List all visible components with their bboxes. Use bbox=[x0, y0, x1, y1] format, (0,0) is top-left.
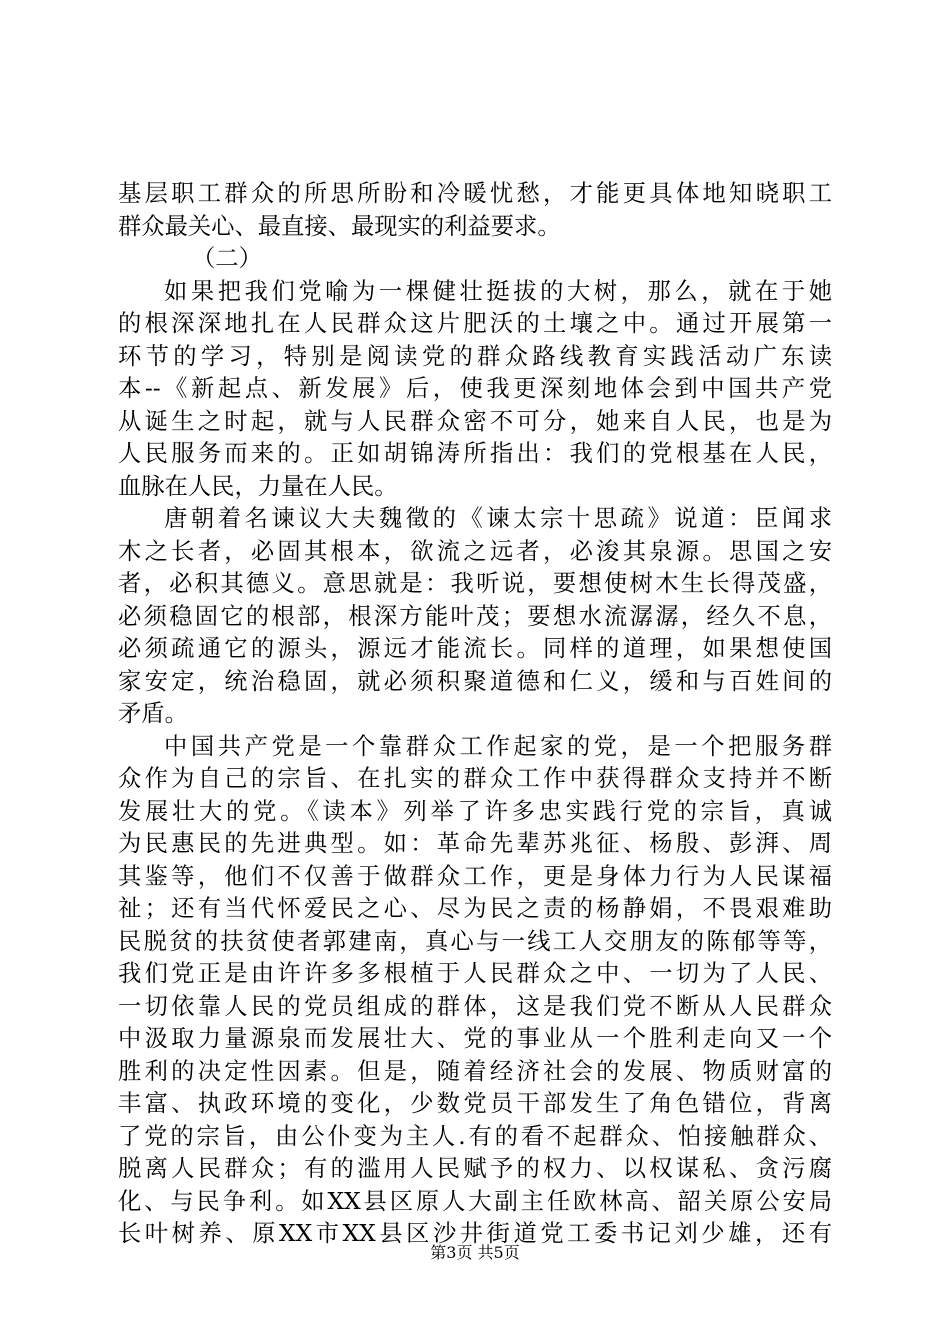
text-line: 中汲取力量源泉而发展壮大、党的事业从一个胜利走向又一个 bbox=[118, 1025, 832, 1052]
text-line: 胜利的决定性因素。但是，随着经济社会的发展、物质财富的 bbox=[118, 1057, 832, 1085]
text-line: 本--《新起点、新发展》后，使我更深刻地体会到中国共产党 bbox=[118, 375, 832, 402]
text-line: 化、与民争利。如XX县区原人大副主任欧林高、韶关原公安局 bbox=[118, 1187, 832, 1215]
text-line: 一切依靠人民的党员组成的群体，这是我们党不断从人民群众 bbox=[118, 992, 832, 1020]
text-line: 中国共产党是一个靠群众工作起家的党，是一个把服务群 bbox=[164, 732, 832, 760]
text-line: 为民惠民的先进典型。如：革命先辈苏兆征、杨殷、彭湃、周 bbox=[118, 830, 832, 857]
text-line: 木之长者，必固其根本，欲流之远者，必浚其泉源。思国之安 bbox=[118, 537, 832, 565]
document-body bbox=[118, 178, 832, 1251]
text-line: 脱离人民群众；有的滥用人民赋予的权力、以权谋私、贪污腐 bbox=[118, 1155, 832, 1182]
text-line: 祉；还有当代怀爱民之心、尽为民之责的杨静娟，不畏艰难助 bbox=[118, 895, 832, 922]
text-line: 群众最关心、最直接、最现实的利益要求。 bbox=[118, 212, 561, 240]
page-footer bbox=[0, 1243, 950, 1263]
text-line: 从诞生之时起，就与人民群众密不可分，她来自人民，也是为 bbox=[118, 407, 832, 435]
text-line: 血脉在人民，力量在人民。 bbox=[118, 472, 398, 500]
text-line: 必须稳固它的根部，根深方能叶茂；要想水流潺潺，经久不息， bbox=[118, 602, 832, 630]
text-line: 必须疏通它的源头，源远才能流长。同样的道理，如果想使国 bbox=[118, 635, 832, 662]
paragraph-continuation bbox=[118, 178, 832, 243]
text-line: 唐朝着名谏议大夫魏徵的《谏太宗十思疏》说道：臣闻求 bbox=[164, 505, 832, 532]
text-line: 家安定，统治稳固，就必须积聚道德和仁义，缓和与百姓间的 bbox=[118, 667, 832, 695]
section-heading bbox=[118, 243, 832, 276]
text-line: 人民服务而来的。正如胡锦涛所指出：我们的党根基在人民， bbox=[118, 440, 832, 467]
text-line: 的根深深地扎在人民群众这片肥沃的土壤之中。通过开展第一 bbox=[118, 310, 832, 337]
text-line: 我们党正是由许许多多根植于人民群众之中、一切为了人民、 bbox=[118, 960, 832, 987]
text-line: 环节的学习，特别是阅读党的群众路线教育实践活动广东读 bbox=[118, 342, 832, 370]
text-line: 长叶树养、原XX市XX县区沙井街道党工委书记刘少雄，还有 bbox=[118, 1220, 832, 1247]
paragraph bbox=[118, 276, 832, 504]
text-line: 众作为自己的宗旨、在扎实的群众工作中获得群众支持并不断 bbox=[118, 765, 832, 792]
text-line: 如果把我们党喻为一棵健壮挺拔的大树，那么，就在于她 bbox=[164, 277, 832, 305]
text-line: 民脱贫的扶贫使者郭建南，真心与一线工人交朋友的陈郁等等， bbox=[118, 927, 832, 955]
text-line: 丰富、执政环境的变化，少数党员干部发生了角色错位，背离 bbox=[118, 1090, 832, 1117]
paragraph bbox=[118, 731, 832, 1251]
page-number: 第3页 共5页 bbox=[430, 1243, 520, 1262]
text-line: 发展壮大的党。《读本》列举了许多忠实践行党的宗旨，真诚 bbox=[118, 797, 832, 825]
text-line: 其鉴等，他们不仅善于做群众工作，更是身体力行为人民谋福 bbox=[118, 862, 832, 890]
text-line: 了党的宗旨，由公仆变为主人.有的看不起群众、怕接触群众、 bbox=[118, 1122, 832, 1150]
text-line: 基层职工群众的所思所盼和冷暖忧愁，才能更具体地知晓职工 bbox=[118, 180, 832, 207]
section-heading-text: （二） bbox=[192, 245, 262, 272]
text-line: 者，必积其德义。意思就是：我听说，要想使树木生长得茂盛， bbox=[118, 570, 832, 597]
paragraph bbox=[118, 503, 832, 731]
text-line: 矛盾。 bbox=[118, 700, 188, 727]
